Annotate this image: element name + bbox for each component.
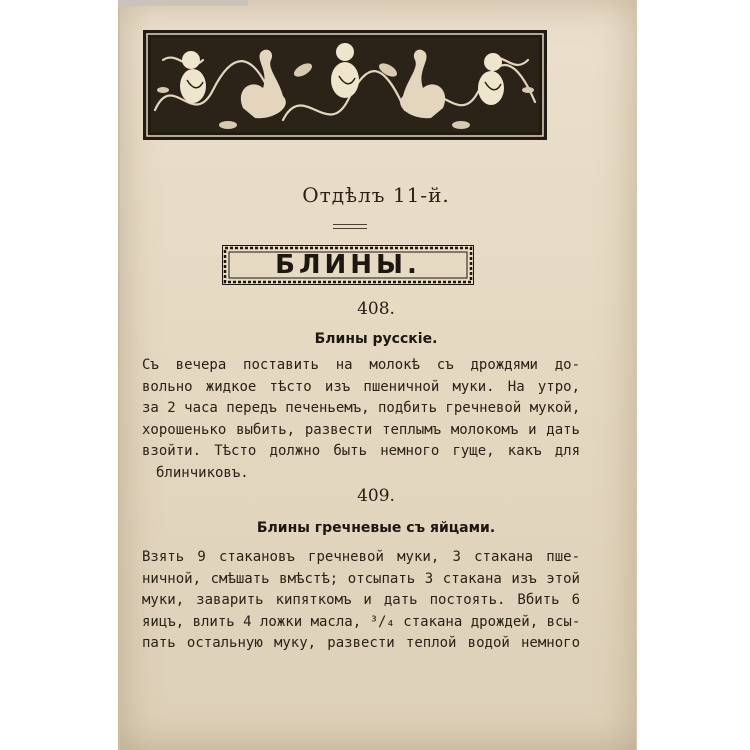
ornamental-header-banner — [143, 30, 547, 140]
text-line: ничной, смѣшать вмѣстѣ; отсыпать 3 стакана изъ этой — [142, 570, 580, 587]
section-title: Отдѣлъ 11-й. — [302, 183, 450, 207]
text-line: за 2 часа передъ печеньемъ, подбить гречневой мукой, — [142, 400, 581, 416]
recipe-text — [142, 547, 580, 655]
text-line: муки, заварить кипяткомъ и дать постоять. Вбить 6 — [142, 592, 580, 608]
page-top-edge — [118, 0, 248, 6]
decorative-rule — [333, 224, 367, 229]
text-line: пать остальную муку, развести теплой водой немного — [142, 635, 580, 651]
text-line: блинчиковъ. — [156, 464, 249, 481]
recipe-heading: Блины русскіе. — [314, 331, 438, 347]
text-line: взойти. Тѣсто должно быть немного гуще, какъ для — [142, 443, 580, 459]
text-line: вольно жидкое тѣсто изъ пшеничной муки. На утро, — [142, 378, 580, 395]
chapter-title: БЛИНЫ. — [275, 250, 421, 280]
text-line: Взять 9 стакановъ гречневой муки, 3 стакана пше- — [142, 549, 580, 565]
recipe-number: 409. — [357, 486, 395, 506]
text-line: хорошенько выбить, развести теплымъ молокомъ и дать — [142, 421, 580, 438]
recipe-number: 408. — [357, 299, 395, 319]
text-line: яицъ, влить 4 ложки масла, ³/₄ стакана дрождей, всы- — [142, 613, 581, 630]
text-line: Съ вечера поставить на молокѣ съ дрождями до- — [142, 357, 580, 373]
recipe-heading: Блины гречневые съ яйцами. — [256, 520, 496, 536]
recipe-text — [142, 355, 580, 484]
